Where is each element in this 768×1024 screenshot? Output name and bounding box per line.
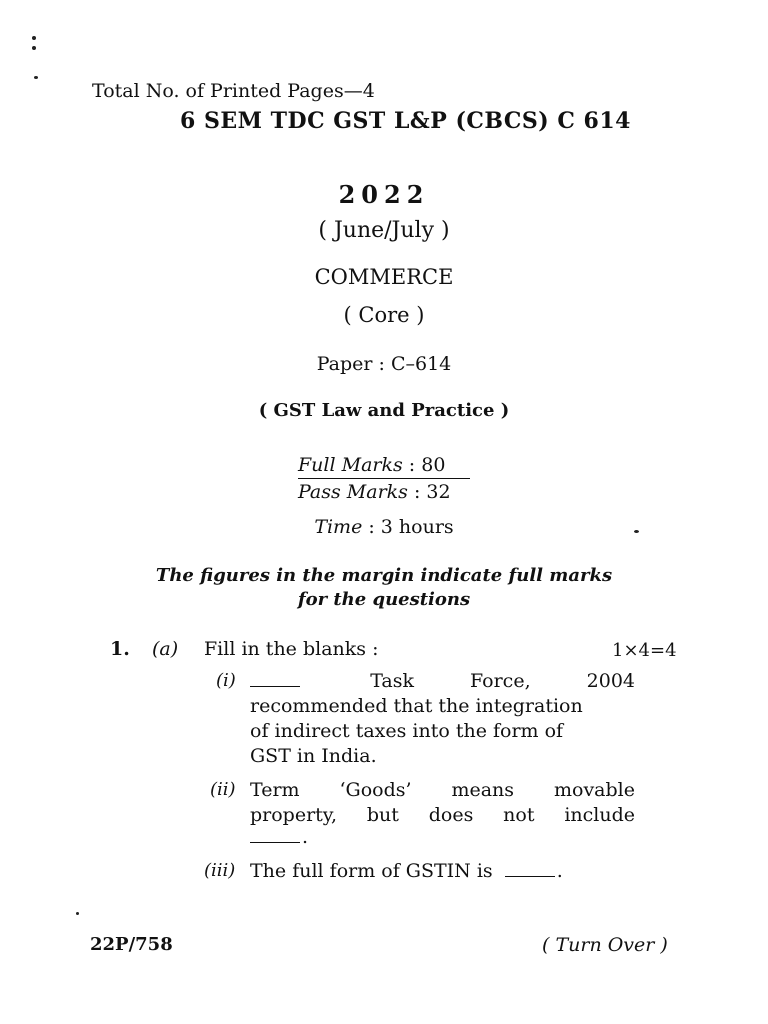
exam-year: 2022 [338, 180, 430, 209]
item-ii-line-3: . [250, 826, 308, 848]
item-i-line-1: Task Force, 2004 [250, 670, 635, 692]
item-ii-line-1: Term ‘Goods’ means movable [250, 779, 635, 801]
question-number: 1. [110, 638, 130, 660]
blank-line [505, 860, 555, 877]
item-label-i: (i) [216, 670, 236, 691]
paper-title: ( GST Law and Practice ) [258, 400, 510, 421]
scan-speck [32, 36, 36, 40]
instruction-line-1: The figures in the margin indicate full marks [155, 565, 613, 586]
pass-marks: Pass Marks : 32 [298, 481, 451, 503]
turn-over-note: ( Turn Over ) [542, 934, 668, 956]
instruction-line-2: for the questions [297, 589, 471, 610]
paper-code-title: 6 SEM TDC GST L&P (CBCS) C 614 [180, 108, 631, 134]
blank-line [250, 826, 300, 843]
scan-speck [76, 912, 79, 915]
item-i-line-4: GST in India. [250, 745, 377, 767]
item-label-iii: (iii) [204, 860, 236, 881]
scan-speck [34, 76, 38, 79]
question-part: (a) [152, 638, 179, 660]
question-marks: 1×4=4 [612, 640, 677, 661]
footer-paper-code: 22P/758 [90, 934, 173, 955]
exam-session: ( June/July ) [318, 218, 450, 243]
question-text: Fill in the blanks : [204, 638, 379, 660]
paper-number: Paper : C–614 [316, 353, 452, 375]
item-i-line-2: recommended that the integration [250, 695, 583, 717]
printed-pages-count: Total No. of Printed Pages—4 [92, 80, 375, 102]
item-i-line-3: of indirect taxes into the form of [250, 720, 564, 742]
course-type: ( Core ) [343, 303, 425, 327]
blank-line [250, 670, 300, 687]
full-marks: Full Marks : 80 [298, 452, 470, 479]
subject-name: COMMERCE [314, 265, 454, 289]
item-label-ii: (ii) [210, 779, 236, 800]
marks-block [298, 452, 470, 505]
scan-speck [32, 46, 36, 50]
item-iii-line-1: The full form of GSTIN is . [250, 860, 563, 882]
item-ii-line-2: property, but does not include [250, 804, 635, 826]
exam-time: Time : 3 hours [314, 516, 454, 538]
